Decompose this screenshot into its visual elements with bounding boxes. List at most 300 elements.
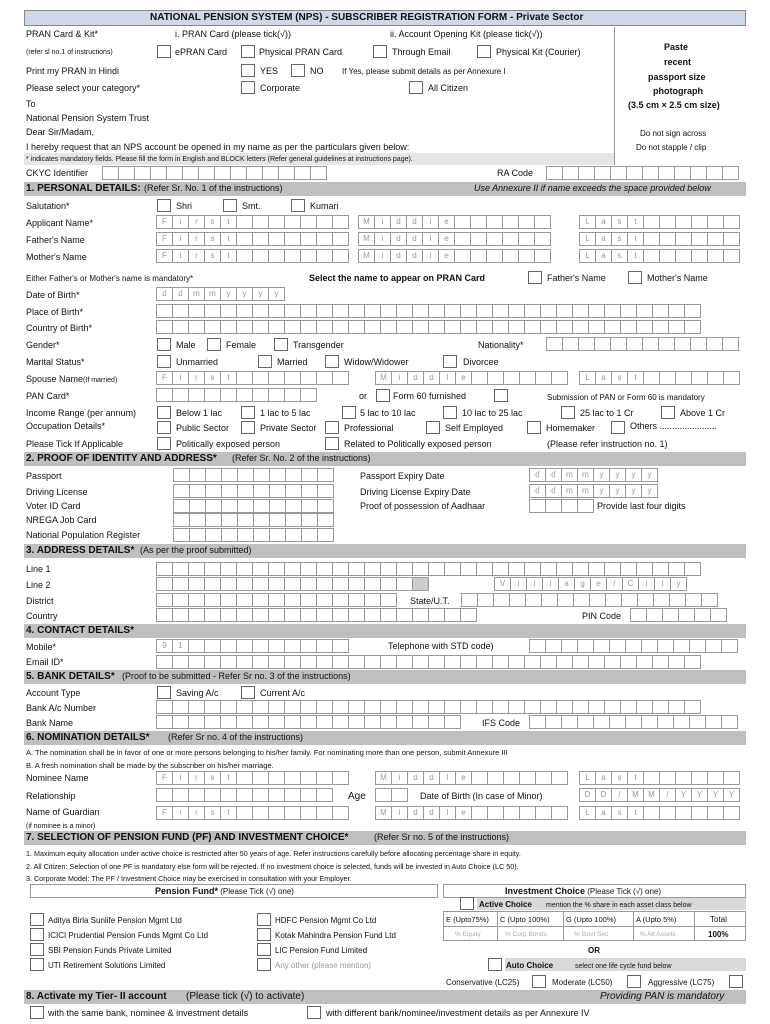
letter-cell[interactable]: / <box>659 788 676 802</box>
letter-cell[interactable] <box>252 655 269 669</box>
letter-cell[interactable] <box>659 249 676 263</box>
letter-cell[interactable] <box>492 562 509 576</box>
letter-cell[interactable]: / <box>606 577 623 591</box>
letter-cell[interactable] <box>470 249 487 263</box>
letter-cell[interactable] <box>284 249 301 263</box>
district-cells[interactable] <box>157 593 397 607</box>
letter-cell[interactable] <box>556 562 573 576</box>
letter-cell[interactable] <box>268 215 285 229</box>
letter-cell[interactable] <box>508 304 525 318</box>
letter-cell[interactable] <box>604 655 621 669</box>
letter-cell[interactable] <box>652 320 669 334</box>
letter-cell[interactable]: s <box>611 249 628 263</box>
letter-cell[interactable] <box>471 371 488 385</box>
letter-cell[interactable] <box>220 562 237 576</box>
letter-cell[interactable]: s <box>204 249 221 263</box>
voter-cells[interactable] <box>174 499 334 513</box>
applicant-first-cells[interactable] <box>157 215 349 229</box>
letter-cell[interactable] <box>604 320 621 334</box>
letter-cell[interactable] <box>316 232 333 246</box>
letter-cell[interactable] <box>172 700 189 714</box>
letter-cell[interactable] <box>723 249 740 263</box>
letter-cell[interactable]: M <box>375 806 392 820</box>
letter-cell[interactable] <box>540 655 557 669</box>
letter-cell[interactable] <box>551 806 568 820</box>
letter-cell[interactable] <box>588 304 605 318</box>
letter-cell[interactable] <box>300 639 317 653</box>
letter-cell[interactable]: y <box>609 484 626 498</box>
letter-cell[interactable] <box>444 304 461 318</box>
letter-cell[interactable]: l <box>439 806 456 820</box>
letter-cell[interactable] <box>332 655 349 669</box>
mother-name-option-checkbox[interactable] <box>628 271 642 284</box>
letter-cell[interactable] <box>723 371 740 385</box>
letter-cell[interactable]: t <box>627 232 644 246</box>
letter-cell[interactable] <box>173 513 190 527</box>
letter-cell[interactable] <box>540 562 557 576</box>
letter-cell[interactable]: i <box>391 771 408 785</box>
letter-cell[interactable] <box>503 771 520 785</box>
letter-cell[interactable]: i <box>510 577 527 591</box>
letter-cell[interactable] <box>454 232 471 246</box>
shri-checkbox[interactable] <box>157 199 171 212</box>
letter-cell[interactable] <box>284 232 301 246</box>
epran-checkbox[interactable] <box>157 45 171 58</box>
letter-cell[interactable]: F <box>156 232 173 246</box>
letter-cell[interactable] <box>691 371 708 385</box>
letter-cell[interactable]: t <box>220 232 237 246</box>
letter-cell[interactable] <box>348 562 365 576</box>
father-middle-cells[interactable] <box>359 232 551 246</box>
letter-cell[interactable] <box>189 484 206 498</box>
letter-cell[interactable] <box>503 371 520 385</box>
letter-cell[interactable] <box>173 468 190 482</box>
married-checkbox[interactable] <box>258 355 272 368</box>
letter-cell[interactable]: y <box>236 287 253 301</box>
letter-cell[interactable] <box>332 771 349 785</box>
letter-cell[interactable]: F <box>156 806 173 820</box>
letter-cell[interactable]: d <box>390 232 407 246</box>
letter-cell[interactable] <box>253 484 270 498</box>
letter-cell[interactable] <box>172 320 189 334</box>
letter-cell[interactable] <box>268 771 285 785</box>
letter-cell[interactable] <box>691 215 708 229</box>
letter-cell[interactable]: t <box>627 371 644 385</box>
letter-cell[interactable] <box>284 806 301 820</box>
letter-cell[interactable] <box>684 655 701 669</box>
letter-cell[interactable]: y <box>252 287 269 301</box>
letter-cell[interactable] <box>236 806 253 820</box>
letter-cell[interactable] <box>620 562 637 576</box>
letter-cell[interactable] <box>268 249 285 263</box>
letter-cell[interactable] <box>348 700 365 714</box>
letter-cell[interactable]: D <box>579 788 596 802</box>
mother-middle-cells[interactable] <box>359 249 551 263</box>
letter-cell[interactable] <box>380 700 397 714</box>
fund-kotak-checkbox[interactable] <box>257 928 271 941</box>
letter-cell[interactable] <box>668 304 685 318</box>
fund-other-checkbox[interactable] <box>257 958 271 971</box>
letter-cell[interactable] <box>691 249 708 263</box>
letter-cell[interactable] <box>317 468 334 482</box>
occ-4-checkbox[interactable] <box>426 421 440 434</box>
letter-cell[interactable] <box>380 304 397 318</box>
letter-cell[interactable] <box>668 320 685 334</box>
nominee-first-cells[interactable] <box>157 771 349 785</box>
letter-cell[interactable] <box>454 249 471 263</box>
letter-cell[interactable]: e <box>590 577 607 591</box>
letter-cell[interactable] <box>188 639 205 653</box>
letter-cell[interactable]: i <box>374 232 391 246</box>
occ-3-checkbox[interactable] <box>325 421 339 434</box>
nrega-cells[interactable] <box>174 513 334 527</box>
letter-cell[interactable] <box>460 562 477 576</box>
letter-cell[interactable] <box>412 562 429 576</box>
letter-cell[interactable] <box>364 655 381 669</box>
letter-cell[interactable] <box>268 371 285 385</box>
occ-5-checkbox[interactable] <box>527 421 541 434</box>
letter-cell[interactable] <box>534 232 551 246</box>
letter-cell[interactable] <box>444 562 461 576</box>
physical-pran-checkbox[interactable] <box>241 45 255 58</box>
passport-expiry-cells[interactable] <box>530 468 658 482</box>
letter-cell[interactable] <box>519 371 536 385</box>
occ-2-checkbox[interactable] <box>241 421 255 434</box>
letter-cell[interactable] <box>524 562 541 576</box>
letter-cell[interactable] <box>284 771 301 785</box>
letter-cell[interactable] <box>508 320 525 334</box>
letter-cell[interactable] <box>269 468 286 482</box>
aadhaar-cells[interactable] <box>530 499 594 513</box>
letter-cell[interactable] <box>502 249 519 263</box>
dl-expiry-cells[interactable] <box>530 484 658 498</box>
letter-cell[interactable] <box>572 700 589 714</box>
tier2-diff-checkbox[interactable] <box>307 1006 321 1019</box>
letter-cell[interactable]: d <box>390 249 407 263</box>
letter-cell[interactable]: t <box>627 215 644 229</box>
letter-cell[interactable] <box>236 771 253 785</box>
letter-cell[interactable] <box>221 513 238 527</box>
letter-cell[interactable] <box>524 655 541 669</box>
letter-cell[interactable] <box>252 771 269 785</box>
divorcee-checkbox[interactable] <box>443 355 457 368</box>
letter-cell[interactable]: s <box>611 232 628 246</box>
letter-cell[interactable]: y <box>625 484 642 498</box>
letter-cell[interactable] <box>684 304 701 318</box>
letter-cell[interactable] <box>396 304 413 318</box>
letter-cell[interactable] <box>348 655 365 669</box>
letter-cell[interactable] <box>237 499 254 513</box>
letter-cell[interactable] <box>428 700 445 714</box>
letter-cell[interactable] <box>188 655 205 669</box>
kumari-checkbox[interactable] <box>291 199 305 212</box>
letter-cell[interactable] <box>204 655 221 669</box>
letter-cell[interactable]: y <box>593 484 610 498</box>
letter-cell[interactable] <box>173 528 190 542</box>
nominee-middle-cells[interactable] <box>376 771 568 785</box>
letter-cell[interactable] <box>252 806 269 820</box>
letter-cell[interactable] <box>643 771 660 785</box>
letter-cell[interactable]: l <box>422 232 439 246</box>
letter-cell[interactable] <box>519 771 536 785</box>
letter-cell[interactable] <box>172 562 189 576</box>
letter-cell[interactable] <box>221 528 238 542</box>
letter-cell[interactable]: d <box>406 215 423 229</box>
letter-cell[interactable] <box>486 249 503 263</box>
letter-cell[interactable] <box>317 513 334 527</box>
letter-cell[interactable] <box>284 639 301 653</box>
lc25-checkbox[interactable] <box>532 975 546 988</box>
letter-cell[interactable] <box>316 304 333 318</box>
letter-cell[interactable] <box>317 528 334 542</box>
pin-cells[interactable] <box>631 608 727 622</box>
state-cells[interactable] <box>462 593 718 607</box>
letter-cell[interactable] <box>470 215 487 229</box>
letter-cell[interactable] <box>487 371 504 385</box>
letter-cell[interactable] <box>220 700 237 714</box>
letter-cell[interactable] <box>301 513 318 527</box>
letter-cell[interactable] <box>675 232 692 246</box>
letter-cell[interactable] <box>492 304 509 318</box>
letter-cell[interactable] <box>236 320 253 334</box>
letter-cell[interactable] <box>156 304 173 318</box>
letter-cell[interactable] <box>518 215 535 229</box>
letter-cell[interactable]: m <box>561 484 578 498</box>
letter-cell[interactable] <box>348 320 365 334</box>
letter-cell[interactable] <box>524 304 541 318</box>
letter-cell[interactable]: D <box>595 788 612 802</box>
letter-cell[interactable] <box>300 655 317 669</box>
letter-cell[interactable] <box>300 771 317 785</box>
letter-cell[interactable] <box>691 232 708 246</box>
letter-cell[interactable] <box>684 562 701 576</box>
letter-cell[interactable]: r <box>188 771 205 785</box>
letter-cell[interactable] <box>284 700 301 714</box>
letter-cell[interactable] <box>684 320 701 334</box>
letter-cell[interactable] <box>156 562 173 576</box>
letter-cell[interactable]: m <box>577 468 594 482</box>
relationship-cells[interactable] <box>157 788 333 802</box>
letter-cell[interactable] <box>220 304 237 318</box>
letter-cell[interactable] <box>332 304 349 318</box>
fund-uti-checkbox[interactable] <box>30 958 44 971</box>
letter-cell[interactable] <box>221 468 238 482</box>
letter-cell[interactable] <box>540 320 557 334</box>
letter-cell[interactable] <box>252 249 269 263</box>
letter-cell[interactable]: i <box>374 215 391 229</box>
letter-cell[interactable] <box>332 215 349 229</box>
auto-choice-checkbox[interactable] <box>488 958 502 971</box>
saving-checkbox[interactable] <box>157 686 171 699</box>
asset-val-e[interactable]: % Equity <box>455 931 481 938</box>
letter-cell[interactable] <box>300 320 317 334</box>
letter-cell[interactable]: M <box>643 788 660 802</box>
age-cells[interactable] <box>376 788 408 802</box>
letter-cell[interactable]: L <box>579 215 596 229</box>
letter-cell[interactable] <box>236 249 253 263</box>
letter-cell[interactable] <box>675 806 692 820</box>
letter-cell[interactable]: t <box>220 806 237 820</box>
letter-cell[interactable]: y <box>268 287 285 301</box>
letter-cell[interactable]: m <box>577 484 594 498</box>
letter-cell[interactable] <box>189 499 206 513</box>
letter-cell[interactable]: a <box>595 371 612 385</box>
corporate-checkbox[interactable] <box>241 81 255 94</box>
letter-cell[interactable] <box>301 528 318 542</box>
letter-cell[interactable]: d <box>545 484 562 498</box>
letter-cell[interactable] <box>188 320 205 334</box>
letter-cell[interactable] <box>675 771 692 785</box>
letter-cell[interactable] <box>156 320 173 334</box>
letter-cell[interactable] <box>668 655 685 669</box>
letter-cell[interactable]: d <box>545 468 562 482</box>
income-1-checkbox[interactable] <box>157 406 171 419</box>
letter-cell[interactable] <box>268 806 285 820</box>
rpep-checkbox[interactable] <box>325 437 339 450</box>
letter-cell[interactable]: d <box>407 371 424 385</box>
letter-cell[interactable]: i <box>172 806 189 820</box>
letter-cell[interactable] <box>332 562 349 576</box>
letter-cell[interactable] <box>301 468 318 482</box>
letter-cell[interactable] <box>332 320 349 334</box>
letter-cell[interactable]: d <box>423 371 440 385</box>
letter-cell[interactable]: y <box>625 468 642 482</box>
letter-cell[interactable] <box>476 304 493 318</box>
letter-cell[interactable] <box>269 528 286 542</box>
fund-hdfc-checkbox[interactable] <box>257 913 271 926</box>
letter-cell[interactable] <box>316 215 333 229</box>
letter-cell[interactable] <box>253 499 270 513</box>
letter-cell[interactable] <box>189 528 206 542</box>
line1-cells[interactable] <box>157 562 701 576</box>
letter-cell[interactable] <box>519 806 536 820</box>
letter-cell[interactable] <box>268 700 285 714</box>
letter-cell[interactable]: F <box>156 249 173 263</box>
letter-cell[interactable]: s <box>611 771 628 785</box>
letter-cell[interactable] <box>636 700 653 714</box>
letter-cell[interactable] <box>588 655 605 669</box>
letter-cell[interactable] <box>428 304 445 318</box>
letter-cell[interactable] <box>205 468 222 482</box>
letter-cell[interactable] <box>316 806 333 820</box>
letter-cell[interactable]: l <box>526 577 543 591</box>
letter-cell[interactable] <box>620 320 637 334</box>
letter-cell[interactable]: s <box>204 806 221 820</box>
letter-cell[interactable]: Y <box>707 788 724 802</box>
letter-cell[interactable]: F <box>156 215 173 229</box>
letter-cell[interactable]: e <box>438 249 455 263</box>
applicant-last-cells[interactable] <box>580 215 740 229</box>
letter-cell[interactable] <box>659 371 676 385</box>
letter-cell[interactable] <box>316 249 333 263</box>
letter-cell[interactable] <box>643 215 660 229</box>
hindi-no-checkbox[interactable] <box>291 64 305 77</box>
letter-cell[interactable]: t <box>220 215 237 229</box>
letter-cell[interactable] <box>470 232 487 246</box>
letter-cell[interactable] <box>205 484 222 498</box>
letter-cell[interactable] <box>643 232 660 246</box>
letter-cell[interactable]: i <box>172 232 189 246</box>
letter-cell[interactable] <box>659 806 676 820</box>
npr-cells[interactable] <box>174 528 334 542</box>
letter-cell[interactable] <box>252 320 269 334</box>
letter-cell[interactable] <box>636 304 653 318</box>
letter-cell[interactable]: d <box>423 806 440 820</box>
guardian-middle-cells[interactable] <box>376 806 568 820</box>
pan-cells[interactable] <box>157 388 317 402</box>
letter-cell[interactable] <box>428 320 445 334</box>
letter-cell[interactable] <box>652 562 669 576</box>
letter-cell[interactable] <box>268 562 285 576</box>
letter-cell[interactable] <box>707 249 724 263</box>
unmarried-checkbox[interactable] <box>157 355 171 368</box>
letter-cell[interactable] <box>444 320 461 334</box>
letter-cell[interactable] <box>620 700 637 714</box>
letter-cell[interactable] <box>269 484 286 498</box>
spouse-last-cells[interactable] <box>580 371 740 385</box>
letter-cell[interactable] <box>471 771 488 785</box>
letter-cell[interactable] <box>476 700 493 714</box>
letter-cell[interactable] <box>285 468 302 482</box>
letter-cell[interactable]: m <box>188 287 205 301</box>
income-3-checkbox[interactable] <box>342 406 356 419</box>
letter-cell[interactable] <box>285 499 302 513</box>
letter-cell[interactable] <box>364 304 381 318</box>
letter-cell[interactable]: V <box>494 577 511 591</box>
letter-cell[interactable] <box>604 700 621 714</box>
letter-cell[interactable]: M <box>375 371 392 385</box>
occ-1-checkbox[interactable] <box>157 421 171 434</box>
guardian-first-cells[interactable] <box>157 806 349 820</box>
applicant-middle-cells[interactable] <box>359 215 551 229</box>
letter-cell[interactable]: g <box>574 577 591 591</box>
letter-cell[interactable] <box>412 320 429 334</box>
letter-cell[interactable]: l <box>439 371 456 385</box>
letter-cell[interactable]: l <box>422 249 439 263</box>
pep-checkbox[interactable] <box>157 437 171 450</box>
letter-cell[interactable] <box>236 639 253 653</box>
letter-cell[interactable]: d <box>390 215 407 229</box>
smt-checkbox[interactable] <box>223 199 237 212</box>
letter-cell[interactable] <box>253 528 270 542</box>
letter-cell[interactable] <box>380 320 397 334</box>
letter-cell[interactable] <box>188 304 205 318</box>
letter-cell[interactable] <box>588 562 605 576</box>
nationality-cells[interactable] <box>547 337 739 351</box>
fund-sbi-checkbox[interactable] <box>30 943 44 956</box>
letter-cell[interactable] <box>572 562 589 576</box>
letter-cell[interactable] <box>691 771 708 785</box>
passport-cells[interactable] <box>174 468 334 482</box>
letter-cell[interactable]: i <box>172 249 189 263</box>
letter-cell[interactable]: d <box>406 232 423 246</box>
letter-cell[interactable]: s <box>204 771 221 785</box>
letter-cell[interactable] <box>428 562 445 576</box>
letter-cell[interactable] <box>476 655 493 669</box>
letter-cell[interactable] <box>268 320 285 334</box>
dl-cells[interactable] <box>174 484 334 498</box>
letter-cell[interactable] <box>284 215 301 229</box>
letter-cell[interactable] <box>502 215 519 229</box>
asset-val-a[interactable]: % Alt Assets <box>640 931 676 938</box>
transgender-checkbox[interactable] <box>274 338 288 351</box>
letter-cell[interactable] <box>301 484 318 498</box>
current-checkbox[interactable] <box>241 686 255 699</box>
letter-cell[interactable] <box>236 562 253 576</box>
letter-cell[interactable]: i <box>172 771 189 785</box>
letter-cell[interactable] <box>518 232 535 246</box>
lc50-checkbox[interactable] <box>627 975 641 988</box>
